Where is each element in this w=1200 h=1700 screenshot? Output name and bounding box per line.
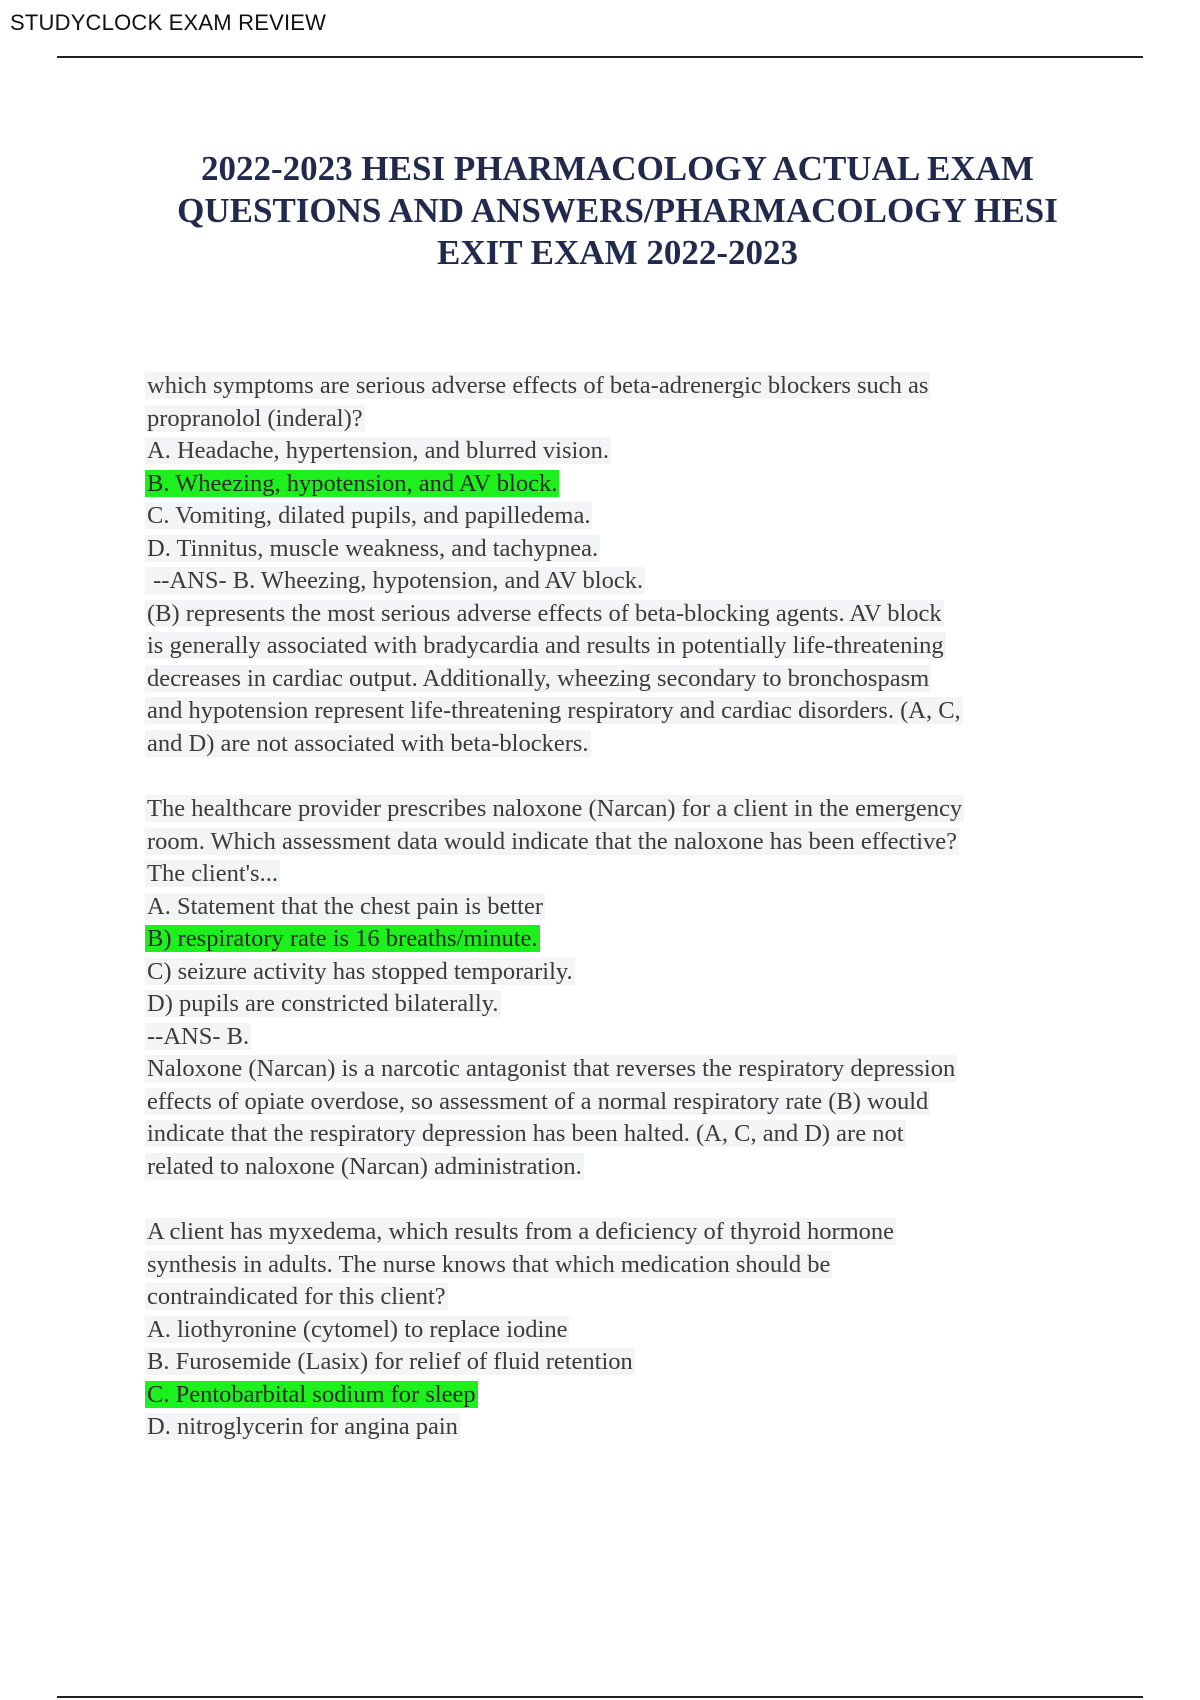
- question-text-line: room. Which assessment data would indicate that the naloxone has been effective?: [147, 827, 958, 855]
- answer-key-line: --ANS- B. Wheezing, hypotension, and AV block.: [147, 567, 644, 594]
- rationale-line: and D) are not associated with beta-blockers.: [147, 729, 589, 757]
- question-block-3: [145, 1216, 1095, 1444]
- question-block-1: [145, 370, 1095, 760]
- answer-option: B. Furosemide (Lasix) for relief of fluid retention: [147, 1348, 633, 1375]
- question-text-line: contraindicated for this client?: [147, 1283, 446, 1310]
- rationale-line: (B) represents the most serious adverse effects of beta-blocking agents. AV block: [147, 599, 942, 627]
- answer-option: C) seizure activity has stopped temporarily.: [147, 957, 573, 985]
- title-line: 2022-2023 HESI PHARMACOLOGY ACTUAL EXAM: [201, 149, 1034, 188]
- question-text-line: which symptoms are serious adverse effects of beta-adrenergic blockers such as: [147, 372, 929, 399]
- answer-option: D. Tinnitus, muscle weakness, and tachypnea.: [147, 534, 599, 562]
- answer-option-highlighted: B) respiratory rate is 16 breaths/minute.: [147, 925, 538, 952]
- answer-option-highlighted: C. Pentobarbital sodium for sleep: [147, 1380, 476, 1408]
- rationale-line: related to naloxone (Narcan) administration.: [147, 1152, 582, 1180]
- footer-divider: [57, 1696, 1143, 1698]
- question-text-line: propranolol (inderal)?: [147, 404, 363, 432]
- answer-option: A. liothyronine (cytomel) to replace iodine: [147, 1315, 568, 1343]
- document-title: [110, 148, 1125, 274]
- answer-option: A. Statement that the chest pain is better: [147, 892, 543, 920]
- title-line: QUESTIONS AND ANSWERS/PHARMACOLOGY HESI: [177, 191, 1058, 230]
- question-text-line: A client has myxedema, which results from a deficiency of thyroid hormone: [147, 1218, 895, 1245]
- rationale-line: indicate that the respiratory depression has been halted. (A, C, and D) are not: [147, 1120, 904, 1147]
- question-text-line: The healthcare provider prescribes naloxone (Narcan) for a client in the emergency: [147, 795, 963, 822]
- question-text-line: synthesis in adults. The nurse knows that which medication should be: [147, 1250, 831, 1278]
- question-text-line: The client's...: [147, 860, 278, 887]
- block-spacer: [145, 760, 1095, 793]
- answer-option-highlighted: B. Wheezing, hypotension, and AV block.: [147, 469, 558, 497]
- answer-option: D. nitroglycerin for angina pain: [147, 1413, 458, 1440]
- answer-key-line: --ANS- B.: [147, 1022, 250, 1050]
- document-body: [145, 370, 1095, 1444]
- rationale-line: is generally associated with bradycardia and results in potentially life-threatening: [147, 632, 944, 659]
- block-spacer: [145, 1183, 1095, 1216]
- question-block-2: [145, 793, 1095, 1183]
- rationale-line: and hypotension represent life-threatening respiratory and cardiac disorders. (A, C,: [147, 697, 961, 724]
- answer-option: C. Vomiting, dilated pupils, and papilledema.: [147, 502, 591, 529]
- answer-option: A. Headache, hypertension, and blurred vision.: [147, 437, 609, 464]
- site-header-label: STUDYCLOCK EXAM REVIEW: [10, 10, 327, 35]
- rationale-line: effects of opiate overdose, so assessment of a normal respiratory rate (B) would: [147, 1087, 929, 1115]
- rationale-line: decreases in cardiac output. Additionally, wheezing secondary to bronchospasm: [147, 664, 930, 692]
- header-divider: [57, 56, 1143, 58]
- answer-option: D) pupils are constricted bilaterally.: [147, 990, 499, 1017]
- rationale-line: Naloxone (Narcan) is a narcotic antagonist that reverses the respiratory depression: [147, 1055, 956, 1082]
- title-line: EXIT EXAM 2022-2023: [436, 233, 799, 272]
